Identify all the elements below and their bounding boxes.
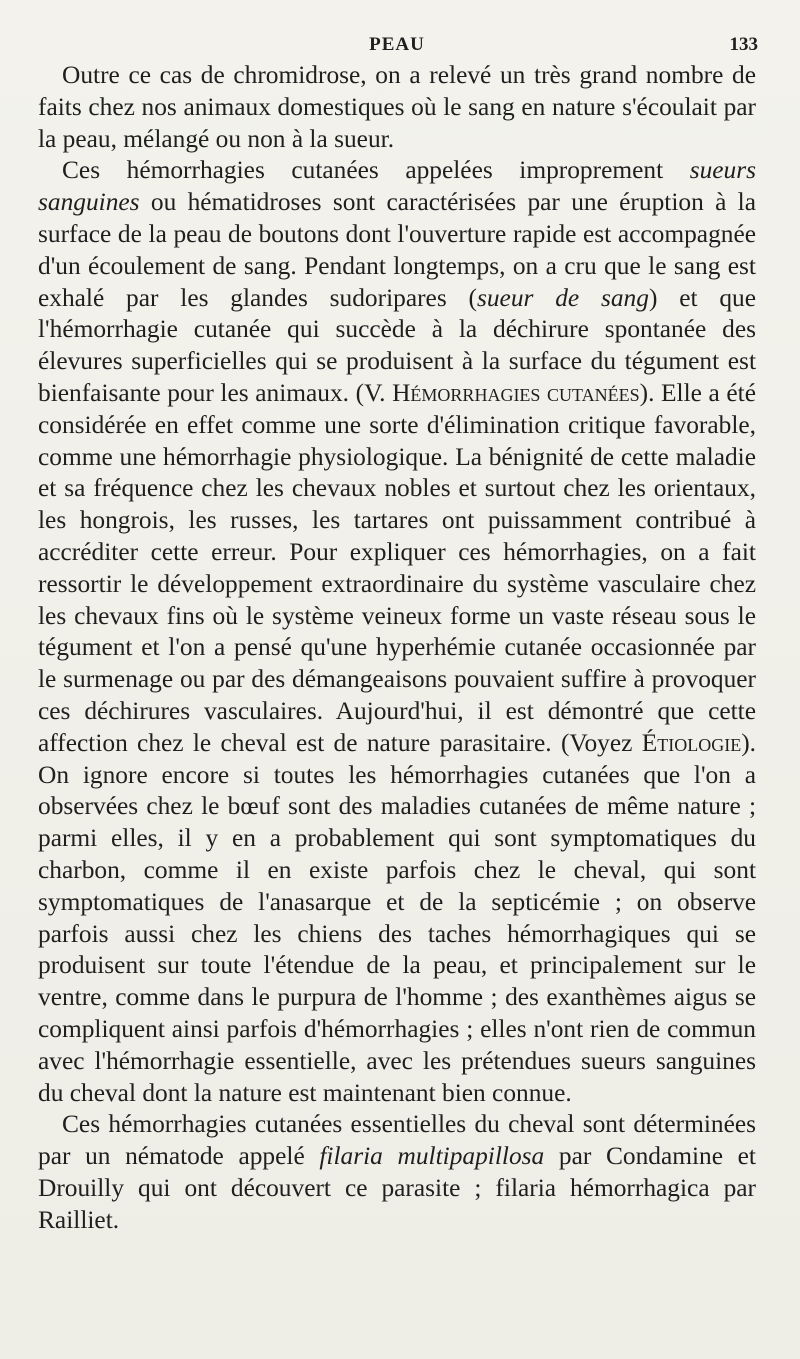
paragraph-3-text-c: par Condamine et Drouilly qui ont découvert ce parasite ; filaria hémorrhagica par Railliet. [38,1142,756,1234]
paragraph-filaria [38,1109,756,1236]
paragraph-1-text: Outre ce cas de chromidrose, on a relevé un très grand nombre de faits chez nos animaux domestiques où le sang en nature s'écoulait par la peau, mélangé ou non à la sueur. [38,61,756,153]
body-text [38,60,756,1236]
running-head [38,30,756,60]
paragraph-chromidrose [38,60,756,155]
term-sueurs-sanguines: sueurs sanguines [38,156,756,217]
page-number: 133 [729,34,758,55]
paragraph-2-text-a: Ces hémorrhagies cutanées appelées improprement [62,156,690,185]
running-head-title: PEAU [369,34,425,55]
paragraph-2-text-e: ) et que l'hémorrhagie cutanée qui succède à la déchirure spontanée des élevures superficielles qui se produisent à la surface du tégument est bienfaisante pour les animaux. (V. [38,283,756,407]
term-sueur-de-sang: sueur de sang [476,283,649,312]
crossref-hemorrhagies-cutanees: Hémorrhagies cutanées [392,378,640,407]
paragraph-2-text-i: ). On ignore encore si toutes les hémorrhagies cutanées que l'on a observées chez le bœuf sont des maladies cutanées de même nature ; parmi elles, il y en a probablement qui sont symptomatiques du charbon, comme il en existe parfois chez le cheval, qui sont symptomatiques de l'anasarque et de la septicémie ; on observe parfois aussi chez les chiens des taches hémorrhagiques qui se produisent sur toute l'étendue de la peau, et principalement sur le ventre, comme dans le purpura de l'homme ; des exanthèmes aigus se compliquent ainsi parfois d'hémorrhagies ; elles n'ont rien de commun avec l'hémorrhagie essentielle, avec les prétendues sueurs sanguines du cheval dont la nature est maintenant bien connue. [38,728,756,1107]
crossref-etiologie: Étiologie [641,728,742,757]
paragraph-hemorrhagies [38,155,756,1109]
paragraph-2-text-g: ). Elle a été considérée en effet comme une sorte d'élimination critique favorable, comme une hémorrhagie physiologique. La bénignité de cette maladie et sa fréquence chez les chevaux nobles et surtout chez les orientaux, les hongrois, les russes, les tartares ont puissamment contribué à accréditer cette erreur. Pour expliquer ces hémorrhagies, on a fait ressortir le développement extraordinaire du système vasculaire chez les chevaux fins où le système veineux forme un vaste réseau sous le tégument et l'on a pensé qu'une hyperhémie cutanée occasionnée par le surmenage ou par des démangeaisons pouvaient suffire à provoquer ces déchirures vasculaires. Aujourd'hui, il est démontré que cette affection chez le cheval est de nature parasitaire. (Voyez [38,378,756,757]
paragraph-2-text-c: ou hématidroses sont caractérisées par une éruption à la surface de la peau de boutons dont l'ouverture rapide est accompagnée d'un écoulement de sang. Pendant longtemps, on a cru que le sang est exhalé par les glandes sudoripares ( [38,188,756,312]
term-filaria-multipapillosa: filaria multipapillosa [319,1142,545,1171]
paragraph-3-text-a: Ces hémorrhagies cutanées essentielles du cheval sont déterminées par un nématode appelé [38,1110,756,1171]
